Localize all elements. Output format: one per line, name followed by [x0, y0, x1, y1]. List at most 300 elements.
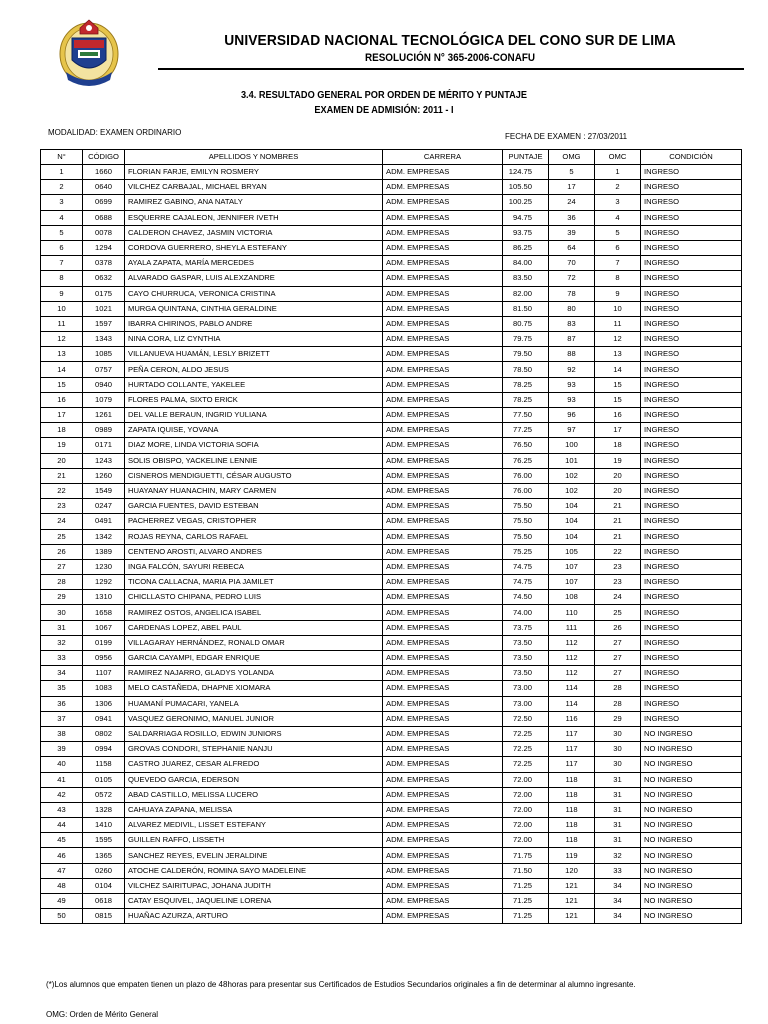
student-name: DIAZ MORE, LINDA VICTORIA SOFIA [125, 438, 383, 453]
column-header-number: N° [41, 150, 83, 165]
student-name: QUEVEDO GARCIA, EDERSON [125, 772, 383, 787]
row-number: 18 [41, 423, 83, 438]
omc-rank: 24 [595, 590, 641, 605]
row-number: 50 [41, 909, 83, 924]
table-row [41, 696, 742, 711]
student-name: DEL VALLE BERAUN, INGRID YULIANA [125, 408, 383, 423]
table-row [41, 681, 742, 696]
career: ADM. EMPRESAS [383, 499, 503, 514]
score: 72.00 [503, 833, 549, 848]
student-name: HUAYANAY HUANACHIN, MARY CARMEN [125, 483, 383, 498]
score: 75.50 [503, 529, 549, 544]
career: ADM. EMPRESAS [383, 635, 503, 650]
student-name: GUILLEN RAFFO, LISSETH [125, 833, 383, 848]
student-code: 1107 [83, 666, 125, 681]
omc-rank: 27 [595, 635, 641, 650]
score: 76.50 [503, 438, 549, 453]
score: 100.25 [503, 195, 549, 210]
university-seal-icon [58, 16, 120, 88]
career: ADM. EMPRESAS [383, 848, 503, 863]
score: 74.75 [503, 575, 549, 590]
condition: INGRESO [641, 195, 742, 210]
score: 73.00 [503, 696, 549, 711]
score: 72.00 [503, 772, 549, 787]
score: 73.75 [503, 620, 549, 635]
student-name: RAMIREZ NAJARRO, GLADYS YOLANDA [125, 666, 383, 681]
column-header-condition: CONDICIÓN [641, 150, 742, 165]
omg-rank: 96 [549, 408, 595, 423]
score: 105.50 [503, 180, 549, 195]
omc-rank: 21 [595, 499, 641, 514]
student-name: VILCHEZ CARBAJAL, MICHAEL BRYAN [125, 180, 383, 195]
score: 76.00 [503, 468, 549, 483]
condition: INGRESO [641, 423, 742, 438]
table-row [41, 514, 742, 529]
condition: INGRESO [641, 575, 742, 590]
row-number: 26 [41, 544, 83, 559]
career: ADM. EMPRESAS [383, 651, 503, 666]
student-name: ALVARADO GASPAR, LUIS ALEXZANDRE [125, 271, 383, 286]
score: 81.50 [503, 301, 549, 316]
student-name: TICONA CALLACNA, MARIA PIA JAMILET [125, 575, 383, 590]
omc-rank: 30 [595, 757, 641, 772]
omc-rank: 27 [595, 666, 641, 681]
career: ADM. EMPRESAS [383, 620, 503, 635]
table-row [41, 559, 742, 574]
table-row [41, 438, 742, 453]
omg-rank: 108 [549, 590, 595, 605]
student-code: 1660 [83, 165, 125, 180]
row-number: 32 [41, 635, 83, 650]
omg-rank: 121 [549, 894, 595, 909]
omc-rank: 25 [595, 605, 641, 620]
omg-rank: 117 [549, 726, 595, 741]
omg-rank: 117 [549, 757, 595, 772]
table-row [41, 301, 742, 316]
table-row [41, 742, 742, 757]
report-title: 3.4. RESULTADO GENERAL POR ORDEN DE MÉRITO Y PUNTAJE [240, 90, 528, 101]
table-row [41, 802, 742, 817]
omc-rank: 21 [595, 529, 641, 544]
student-code: 0572 [83, 787, 125, 802]
score: 72.00 [503, 818, 549, 833]
omc-rank: 4 [595, 210, 641, 225]
score: 79.50 [503, 347, 549, 362]
score: 77.50 [503, 408, 549, 423]
table-row [41, 499, 742, 514]
omc-rank: 16 [595, 408, 641, 423]
score: 124.75 [503, 165, 549, 180]
score: 86.25 [503, 240, 549, 255]
career: ADM. EMPRESAS [383, 316, 503, 331]
student-code: 0994 [83, 742, 125, 757]
career: ADM. EMPRESAS [383, 377, 503, 392]
table-row [41, 575, 742, 590]
career: ADM. EMPRESAS [383, 256, 503, 271]
table-header-row [41, 150, 742, 165]
student-name: GARCIA FUENTES, DAVID ESTEBAN [125, 499, 383, 514]
score: 72.25 [503, 742, 549, 757]
omc-rank: 5 [595, 225, 641, 240]
omc-rank: 34 [595, 909, 641, 924]
omg-rank: 112 [549, 635, 595, 650]
table-row [41, 544, 742, 559]
omg-rank: 93 [549, 392, 595, 407]
student-name: VILCHEZ SAIRITUPAC, JOHANA JUDITH [125, 878, 383, 893]
omc-rank: 27 [595, 651, 641, 666]
omc-rank: 7 [595, 256, 641, 271]
table-row [41, 240, 742, 255]
student-code: 1342 [83, 529, 125, 544]
career: ADM. EMPRESAS [383, 240, 503, 255]
row-number: 29 [41, 590, 83, 605]
career: ADM. EMPRESAS [383, 210, 503, 225]
student-name: GARCIA CAYAMPI, EDGAR ENRIQUE [125, 651, 383, 666]
row-number: 27 [41, 559, 83, 574]
row-number: 45 [41, 833, 83, 848]
student-code: 1595 [83, 833, 125, 848]
student-name: ABAD CASTILLO, MELISSA LUCERO [125, 787, 383, 802]
score: 82.00 [503, 286, 549, 301]
career: ADM. EMPRESAS [383, 225, 503, 240]
row-number: 37 [41, 711, 83, 726]
student-code: 0802 [83, 726, 125, 741]
row-number: 25 [41, 529, 83, 544]
condition: INGRESO [641, 666, 742, 681]
row-number: 2 [41, 180, 83, 195]
career: ADM. EMPRESAS [383, 894, 503, 909]
omg-rank: 17 [549, 180, 595, 195]
condition: INGRESO [641, 559, 742, 574]
student-code: 1549 [83, 483, 125, 498]
omg-rank: 104 [549, 529, 595, 544]
career: ADM. EMPRESAS [383, 529, 503, 544]
condition: INGRESO [641, 438, 742, 453]
career: ADM. EMPRESAS [383, 711, 503, 726]
condition: NO INGRESO [641, 757, 742, 772]
student-name: CHICLLASTO CHIPANA, PEDRO LUIS [125, 590, 383, 605]
condition: INGRESO [641, 210, 742, 225]
student-code: 0640 [83, 180, 125, 195]
resolution-number: RESOLUCIÓN N° 365-2006-CONAFU [364, 52, 536, 64]
row-number: 40 [41, 757, 83, 772]
student-code: 0078 [83, 225, 125, 240]
row-number: 47 [41, 863, 83, 878]
condition: INGRESO [641, 620, 742, 635]
score: 71.25 [503, 894, 549, 909]
row-number: 39 [41, 742, 83, 757]
row-number: 8 [41, 271, 83, 286]
omc-rank: 14 [595, 362, 641, 377]
student-code: 1085 [83, 347, 125, 362]
score: 74.50 [503, 590, 549, 605]
omc-rank: 28 [595, 696, 641, 711]
table-row [41, 180, 742, 195]
score: 71.25 [503, 909, 549, 924]
table-row [41, 483, 742, 498]
table-row [41, 529, 742, 544]
student-code: 1083 [83, 681, 125, 696]
condition: INGRESO [641, 408, 742, 423]
omg-rank: 114 [549, 696, 595, 711]
row-number: 9 [41, 286, 83, 301]
omg-rank: 88 [549, 347, 595, 362]
career: ADM. EMPRESAS [383, 605, 503, 620]
student-name: CISNEROS MENDIGUETTI, CÉSAR AUGUSTO [125, 468, 383, 483]
omc-rank: 3 [595, 195, 641, 210]
score: 73.50 [503, 635, 549, 650]
omg-rank: 102 [549, 483, 595, 498]
career: ADM. EMPRESAS [383, 575, 503, 590]
omg-rank: 93 [549, 377, 595, 392]
score: 93.75 [503, 225, 549, 240]
omc-rank: 19 [595, 453, 641, 468]
table-row [41, 651, 742, 666]
student-code: 0247 [83, 499, 125, 514]
row-number: 17 [41, 408, 83, 423]
omg-rank: 39 [549, 225, 595, 240]
column-header-code: CÓDIGO [83, 150, 125, 165]
omg-rank: 24 [549, 195, 595, 210]
student-name: HUAMANÍ PUMACARI, YANELA [125, 696, 383, 711]
student-code: 1658 [83, 605, 125, 620]
table-row [41, 726, 742, 741]
student-name: VASQUEZ GERONIMO, MANUEL JUNIOR [125, 711, 383, 726]
score: 71.25 [503, 878, 549, 893]
table-row [41, 757, 742, 772]
omc-rank: 15 [595, 377, 641, 392]
condition: INGRESO [641, 651, 742, 666]
condition: INGRESO [641, 240, 742, 255]
student-code: 1343 [83, 332, 125, 347]
student-name: SANCHEZ REYES, EVELIN JERALDINE [125, 848, 383, 863]
row-number: 14 [41, 362, 83, 377]
row-number: 41 [41, 772, 83, 787]
table-row [41, 362, 742, 377]
student-code: 0989 [83, 423, 125, 438]
row-number: 23 [41, 499, 83, 514]
score: 76.00 [503, 483, 549, 498]
row-number: 19 [41, 438, 83, 453]
student-name: HUAÑAC AZURZA, ARTURO [125, 909, 383, 924]
condition: INGRESO [641, 544, 742, 559]
student-code: 0491 [83, 514, 125, 529]
condition: NO INGRESO [641, 863, 742, 878]
condition: NO INGRESO [641, 726, 742, 741]
student-code: 1597 [83, 316, 125, 331]
row-number: 49 [41, 894, 83, 909]
student-code: 0757 [83, 362, 125, 377]
score: 74.00 [503, 605, 549, 620]
table-row [41, 620, 742, 635]
student-code: 1306 [83, 696, 125, 711]
table-row [41, 195, 742, 210]
score: 73.50 [503, 651, 549, 666]
condition: INGRESO [641, 165, 742, 180]
table-row [41, 878, 742, 893]
omg-rank: 112 [549, 651, 595, 666]
table-row [41, 894, 742, 909]
student-code: 1294 [83, 240, 125, 255]
table-row [41, 271, 742, 286]
omc-rank: 15 [595, 392, 641, 407]
career: ADM. EMPRESAS [383, 438, 503, 453]
condition: NO INGRESO [641, 742, 742, 757]
career: ADM. EMPRESAS [383, 362, 503, 377]
career: ADM. EMPRESAS [383, 468, 503, 483]
omc-rank: 34 [595, 878, 641, 893]
table-row [41, 392, 742, 407]
row-number: 16 [41, 392, 83, 407]
student-code: 1079 [83, 392, 125, 407]
row-number: 44 [41, 818, 83, 833]
student-name: CENTENO AROSTI, ALVARO ANDRES [125, 544, 383, 559]
row-number: 38 [41, 726, 83, 741]
omg-rank: 117 [549, 742, 595, 757]
student-name: MURGA QUINTANA, CINTHIA GERALDINE [125, 301, 383, 316]
career: ADM. EMPRESAS [383, 165, 503, 180]
omg-rank: 78 [549, 286, 595, 301]
omg-rank: 80 [549, 301, 595, 316]
condition: INGRESO [641, 332, 742, 347]
student-code: 1261 [83, 408, 125, 423]
student-name: CAYO CHURRUCA, VERONICA CRISTINA [125, 286, 383, 301]
omc-rank: 2 [595, 180, 641, 195]
column-header-name: APELLIDOS Y NOMBRES [125, 150, 383, 165]
row-number: 1 [41, 165, 83, 180]
omg-rank: 87 [549, 332, 595, 347]
score: 75.25 [503, 544, 549, 559]
condition: NO INGRESO [641, 878, 742, 893]
omg-rank: 120 [549, 863, 595, 878]
omc-rank: 17 [595, 423, 641, 438]
career: ADM. EMPRESAS [383, 559, 503, 574]
student-code: 0941 [83, 711, 125, 726]
omg-rank: 97 [549, 423, 595, 438]
career: ADM. EMPRESAS [383, 787, 503, 802]
student-code: 1158 [83, 757, 125, 772]
condition: INGRESO [641, 392, 742, 407]
student-name: CALDERON CHAVEZ, JASMIN VICTORIA [125, 225, 383, 240]
score: 72.00 [503, 802, 549, 817]
score: 76.25 [503, 453, 549, 468]
omc-rank: 10 [595, 301, 641, 316]
table-row [41, 256, 742, 271]
omc-rank: 13 [595, 347, 641, 362]
table-row [41, 590, 742, 605]
condition: INGRESO [641, 483, 742, 498]
omg-rank: 36 [549, 210, 595, 225]
omc-rank: 20 [595, 483, 641, 498]
omg-rank: 121 [549, 909, 595, 924]
student-code: 0175 [83, 286, 125, 301]
score: 79.75 [503, 332, 549, 347]
column-header-score: PUNTAJE [503, 150, 549, 165]
row-number: 36 [41, 696, 83, 711]
career: ADM. EMPRESAS [383, 726, 503, 741]
omg-rank: 70 [549, 256, 595, 271]
omc-rank: 31 [595, 787, 641, 802]
student-name: FLORES PALMA, SIXTO ERICK [125, 392, 383, 407]
student-code: 1260 [83, 468, 125, 483]
career: ADM. EMPRESAS [383, 347, 503, 362]
student-code: 0699 [83, 195, 125, 210]
condition: NO INGRESO [641, 802, 742, 817]
career: ADM. EMPRESAS [383, 696, 503, 711]
omg-rank: 64 [549, 240, 595, 255]
score: 80.75 [503, 316, 549, 331]
condition: INGRESO [641, 377, 742, 392]
table-row [41, 711, 742, 726]
career: ADM. EMPRESAS [383, 195, 503, 210]
omc-rank: 18 [595, 438, 641, 453]
condition: INGRESO [641, 271, 742, 286]
career: ADM. EMPRESAS [383, 833, 503, 848]
condition: INGRESO [641, 499, 742, 514]
omg-rank: 116 [549, 711, 595, 726]
omg-rank: 105 [549, 544, 595, 559]
row-number: 11 [41, 316, 83, 331]
omc-rank: 8 [595, 271, 641, 286]
column-header-omc: OMC [595, 150, 641, 165]
table-row [41, 818, 742, 833]
career: ADM. EMPRESAS [383, 666, 503, 681]
career: ADM. EMPRESAS [383, 818, 503, 833]
university-name: UNIVERSIDAD NACIONAL TECNOLÓGICA DEL CONO SUR DE LIMA [224, 32, 676, 49]
student-name: MELO CASTAÑEDA, DHAPNE XIOMARA [125, 681, 383, 696]
exam-date: FECHA DE EXAMEN : 27/03/2011 [505, 132, 628, 141]
score: 78.25 [503, 392, 549, 407]
score: 78.50 [503, 362, 549, 377]
student-code: 1067 [83, 620, 125, 635]
omc-rank: 31 [595, 818, 641, 833]
table-row [41, 909, 742, 924]
omg-rank: 118 [549, 787, 595, 802]
omc-rank: 34 [595, 894, 641, 909]
student-code: 0104 [83, 878, 125, 893]
table-row [41, 332, 742, 347]
table-row [41, 377, 742, 392]
score: 71.50 [503, 863, 549, 878]
condition: NO INGRESO [641, 818, 742, 833]
table-row [41, 453, 742, 468]
student-code: 0632 [83, 271, 125, 286]
table-row [41, 863, 742, 878]
row-number: 48 [41, 878, 83, 893]
student-name: CARDENAS LOPEZ, ABEL PAUL [125, 620, 383, 635]
student-code: 1410 [83, 818, 125, 833]
omg-legend: OMG: Orden de Mérito General [46, 1010, 159, 1019]
omg-rank: 121 [549, 878, 595, 893]
student-code: 0105 [83, 772, 125, 787]
row-number: 22 [41, 483, 83, 498]
row-number: 28 [41, 575, 83, 590]
omg-rank: 72 [549, 271, 595, 286]
omc-rank: 20 [595, 468, 641, 483]
condition: NO INGRESO [641, 909, 742, 924]
score: 74.75 [503, 559, 549, 574]
row-number: 10 [41, 301, 83, 316]
row-number: 35 [41, 681, 83, 696]
career: ADM. EMPRESAS [383, 681, 503, 696]
omg-rank: 112 [549, 666, 595, 681]
student-code: 1310 [83, 590, 125, 605]
omg-rank: 118 [549, 833, 595, 848]
student-name: PEÑA CERON, ALDO JESUS [125, 362, 383, 377]
table-row [41, 347, 742, 362]
career: ADM. EMPRESAS [383, 514, 503, 529]
condition: INGRESO [641, 180, 742, 195]
